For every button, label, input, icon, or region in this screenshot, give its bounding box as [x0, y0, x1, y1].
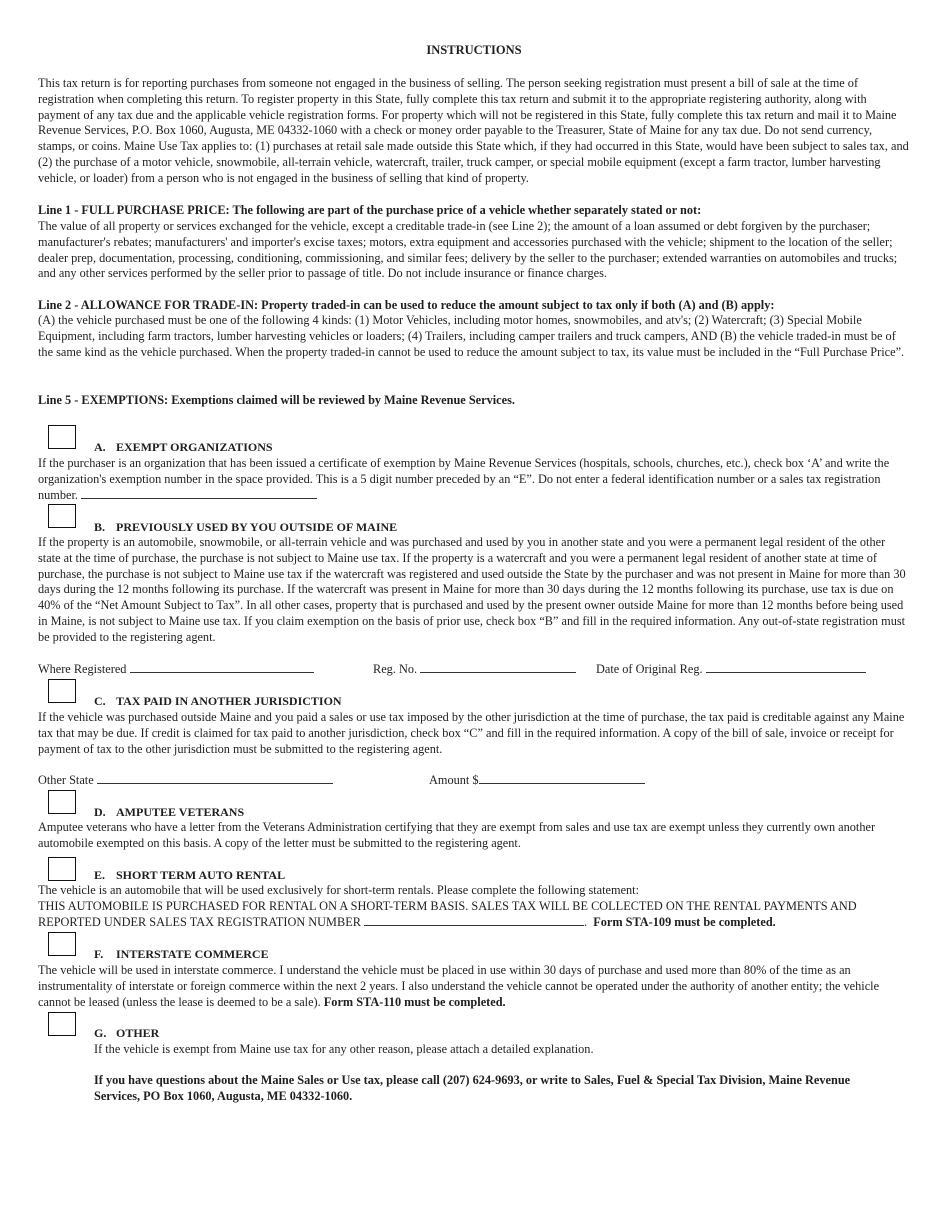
reg-no-label: Reg. No. — [373, 662, 418, 676]
section-e-statement-wrap: THIS AUTOMOBILE IS PURCHASED FOR RENTAL ON A SHORT-TERM BASIS. SALES TAX WILL BE COLLECTED ON THE RENTAL PAYMENTS AND REPORTED UNDER SALES TAX REGISTRATION NUMBER . Form STA-109 must be completed. — [38, 899, 857, 929]
section-a-letter: A. — [94, 440, 106, 454]
section-d-letter: D. — [94, 805, 106, 819]
other-state-label: Other State — [38, 773, 94, 787]
checkbox-a[interactable] — [48, 425, 76, 449]
section-a-body: If the purchaser is an organization that has been issued a certificate of exemption by Maine Revenue Services (hospitals, schools, churches, etc.), check box ‘A’ and write the organization's exemption number in the space provided. This is a 5 digit number preceded by an “E”. Do not enter a federal identification number or a sales tax registration number. — [38, 456, 890, 502]
section-a-body-wrap — [38, 456, 910, 503]
section-c-heading — [94, 694, 342, 710]
amount-field[interactable] — [479, 773, 645, 784]
section-e-heading — [94, 868, 285, 884]
section-c-body: If the vehicle was purchased outside Maine and you paid a sales or use tax imposed by the other jurisdiction at the time of purchase, the tax paid is creditable against any Maine tax that may be due. If credit is claimed for tax paid to another jurisdiction, check box “C” and fill in the required information. A copy of the bill of sale, invoice or receipt for payment of tax to the other jurisdiction must be submitted to the registering agent. — [38, 710, 905, 756]
section-d-title: AMPUTEE VETERANS — [116, 805, 245, 819]
section-f-body-wrap — [38, 963, 910, 1010]
amount-label: Amount $ — [429, 773, 479, 787]
section-a-title: EXEMPT ORGANIZATIONS — [116, 440, 273, 454]
checkbox-c[interactable] — [48, 679, 76, 703]
line1-heading: Line 1 - FULL PURCHASE PRICE: The following are part of the purchase price of a vehicle whether separately stated or not: — [38, 203, 702, 217]
section-f-heading — [94, 947, 269, 963]
section-a-heading — [94, 440, 273, 456]
other-state-field[interactable] — [97, 773, 333, 784]
section-g-heading — [94, 1026, 159, 1042]
exemption-number-field[interactable] — [81, 488, 317, 499]
section-e-title: SHORT TERM AUTO RENTAL — [116, 868, 286, 882]
section-g-body: If the vehicle is exempt from Maine use tax for any other reason, please attach a detailed explanation. — [94, 1042, 594, 1056]
intro-paragraph: This tax return is for reporting purchases from someone not engaged in the business of selling. The person seeking registration must present a bill of sale at the time of registration when completing this return. To register property in this State, fully complete this tax return and submit it to the appropriate registering authority, along with payment of any tax due and the applicable vehicle registration forms. For property which will not be registered in this State, fully complete this tax return and mail it to Maine Revenue Services, P.O. Box 1060, Augusta, ME 04332-1060 with a check or money order payable to the Treasurer, State of Maine for any tax due. Do not send currency, stamps, or coins. Maine Use Tax applies to: (1) purchases at retail sale made outside this State which, if they had occurred in this State, would have been subject to sales tax, and (2) the purchase of a motor vehicle, snowmobile, all-terrain vehicle, watercraft, trailer, truck camper, or special mobile equipment (except a farm tractor, lumber harvesting vehicle, or loader) from a person who is not engaged in the business of selling that kind of property. — [38, 76, 909, 185]
reg-no-field[interactable] — [420, 662, 576, 673]
contact-info: If you have questions about the Maine Sales or Use tax, please call (207) 624-9693, or write to Sales, Fuel & Special Tax Division, Maine Revenue Services, PO Box 1060, Augusta, ME 04332-1060. — [94, 1073, 851, 1103]
where-registered-field[interactable] — [130, 662, 314, 673]
section-b-body: If the property is an automobile, snowmobile, or all-terrain vehicle and was purchased and used by you in another state and you were a permanent legal resident of the other state at the time of purchase, the purchase is not subject to Maine use tax. If the property is a watercraft and you were a permanent legal resident of another state at time of purchase, the purchase is not subject to Maine use tax if the watercraft was registered and used outside the State by the purchaser and was not present in Maine for more than 30 days during the 12 months following its purchase. If the watercraft was present in Maine for more than 30 days during the 12 months following its purchase, use tax is due on 40% of the “Net Amount Subject to Tax”. In all other cases, property that is purchased and used by the present owner outside Maine for more than 12 months before being used in Maine, is not subject to Maine use tax. If you claim exemption on the basis of prior use, check box “B” and fill in the required information. Any out-of-state registration must be provided to the registering agent. — [38, 535, 906, 644]
section-d-body: Amputee veterans who have a letter from the Veterans Administration certifying that they are exempt from sales and use tax are exempt unless they currently own another automobile exempted on this basis. A copy of the letter must be submitted to the registering agent. — [38, 820, 876, 850]
section-d-heading — [94, 805, 244, 821]
section-b-letter: B. — [94, 520, 106, 534]
sta109-note: Form STA-109 must be completed. — [593, 914, 776, 929]
date-original-reg-label: Date of Original Reg. — [596, 662, 703, 676]
checkbox-f[interactable] — [48, 932, 76, 956]
sales-tax-registration-field[interactable] — [364, 915, 584, 926]
line5-heading: Line 5 - EXEMPTIONS: Exemptions claimed will be reviewed by Maine Revenue Services. — [38, 393, 515, 407]
line1-body: The value of all property or services exchanged for the vehicle, except a creditable trade-in (see Line 2); the amount of a loan assumed or debt forgiven by the purchaser; manufacturer's rebates; manufacturers' and importer's excise taxes; motors, extra equipment and accessories purchased with the vehicle; shipment to the location of the seller; dealer prep, documentation, processing, conditioning, commissioning, and similar fees; delivery by the seller to the purchaser; extended warranties on automobiles and trucks; and any other services performed by the seller prior to passage of title. Do not include insurance or finance charges. — [38, 219, 898, 281]
section-e-body1: The vehicle is an automobile that will be used exclusively for short-term rentals. Please complete the following statement: — [38, 883, 640, 897]
section-b-title: PREVIOUSLY USED BY YOU OUTSIDE OF MAINE — [116, 520, 398, 534]
line2-heading: Line 2 - ALLOWANCE FOR TRADE-IN: Property traded-in can be used to reduce the amount subject to tax only if both (A) and (B) apply: — [38, 298, 775, 312]
section-c-title: TAX PAID IN ANOTHER JURISDICTION — [116, 694, 342, 708]
where-registered-label: Where Registered — [38, 662, 127, 676]
section-c-letter: C. — [94, 694, 106, 708]
checkbox-d[interactable] — [48, 790, 76, 814]
line2-body: (A) the vehicle purchased must be one of the following 4 kinds: (1) Motor Vehicles, including motor homes, snowmobiles, and atv's; (2) Watercraft; (3) Special Mobile Equipment, including farm tractors, lumber harvesting vehicles or loaders; (4) Trailers, including camper trailers and truck campers, AND (B) the vehicle traded-in must be of the same kind as the vehicle purchased. When the property traded-in cannot be used to reduce the amount subject to tax, its value must be included in the “Full Purchase Price”. — [38, 313, 905, 359]
section-e-letter: E. — [94, 868, 106, 882]
section-f-body: The vehicle will be used in interstate commerce. I understand the vehicle must be placed in use within 30 days of purchase and used more than 80% of the time as an instrumentality of interstate or foreign commerce within the next 2 years. I also understand the vehicle cannot be operated under the authority of another entity; the vehicle cannot be leased (unless the lease is deemed to be a sale). — [38, 963, 880, 1009]
checkbox-g[interactable] — [48, 1012, 76, 1036]
checkbox-b[interactable] — [48, 504, 76, 528]
section-b-heading — [94, 520, 397, 536]
sta110-note: Form STA-110 must be completed. — [323, 994, 506, 1009]
section-f-title: INTERSTATE COMMERCE — [116, 947, 269, 961]
date-original-reg-field[interactable] — [706, 662, 866, 673]
section-g-title: OTHER — [116, 1026, 160, 1040]
page-title: INSTRUCTIONS — [426, 43, 522, 57]
section-f-letter: F. — [94, 947, 104, 961]
section-e-statement: THIS AUTOMOBILE IS PURCHASED FOR RENTAL ON A SHORT-TERM BASIS. SALES TAX WILL BE COLLECTED ON THE RENTAL PAYMENTS AND REPORTED UNDER SALES TAX REGISTRATION NUMBER — [38, 899, 857, 929]
section-g-letter: G. — [94, 1026, 107, 1040]
checkbox-e[interactable] — [48, 857, 76, 881]
